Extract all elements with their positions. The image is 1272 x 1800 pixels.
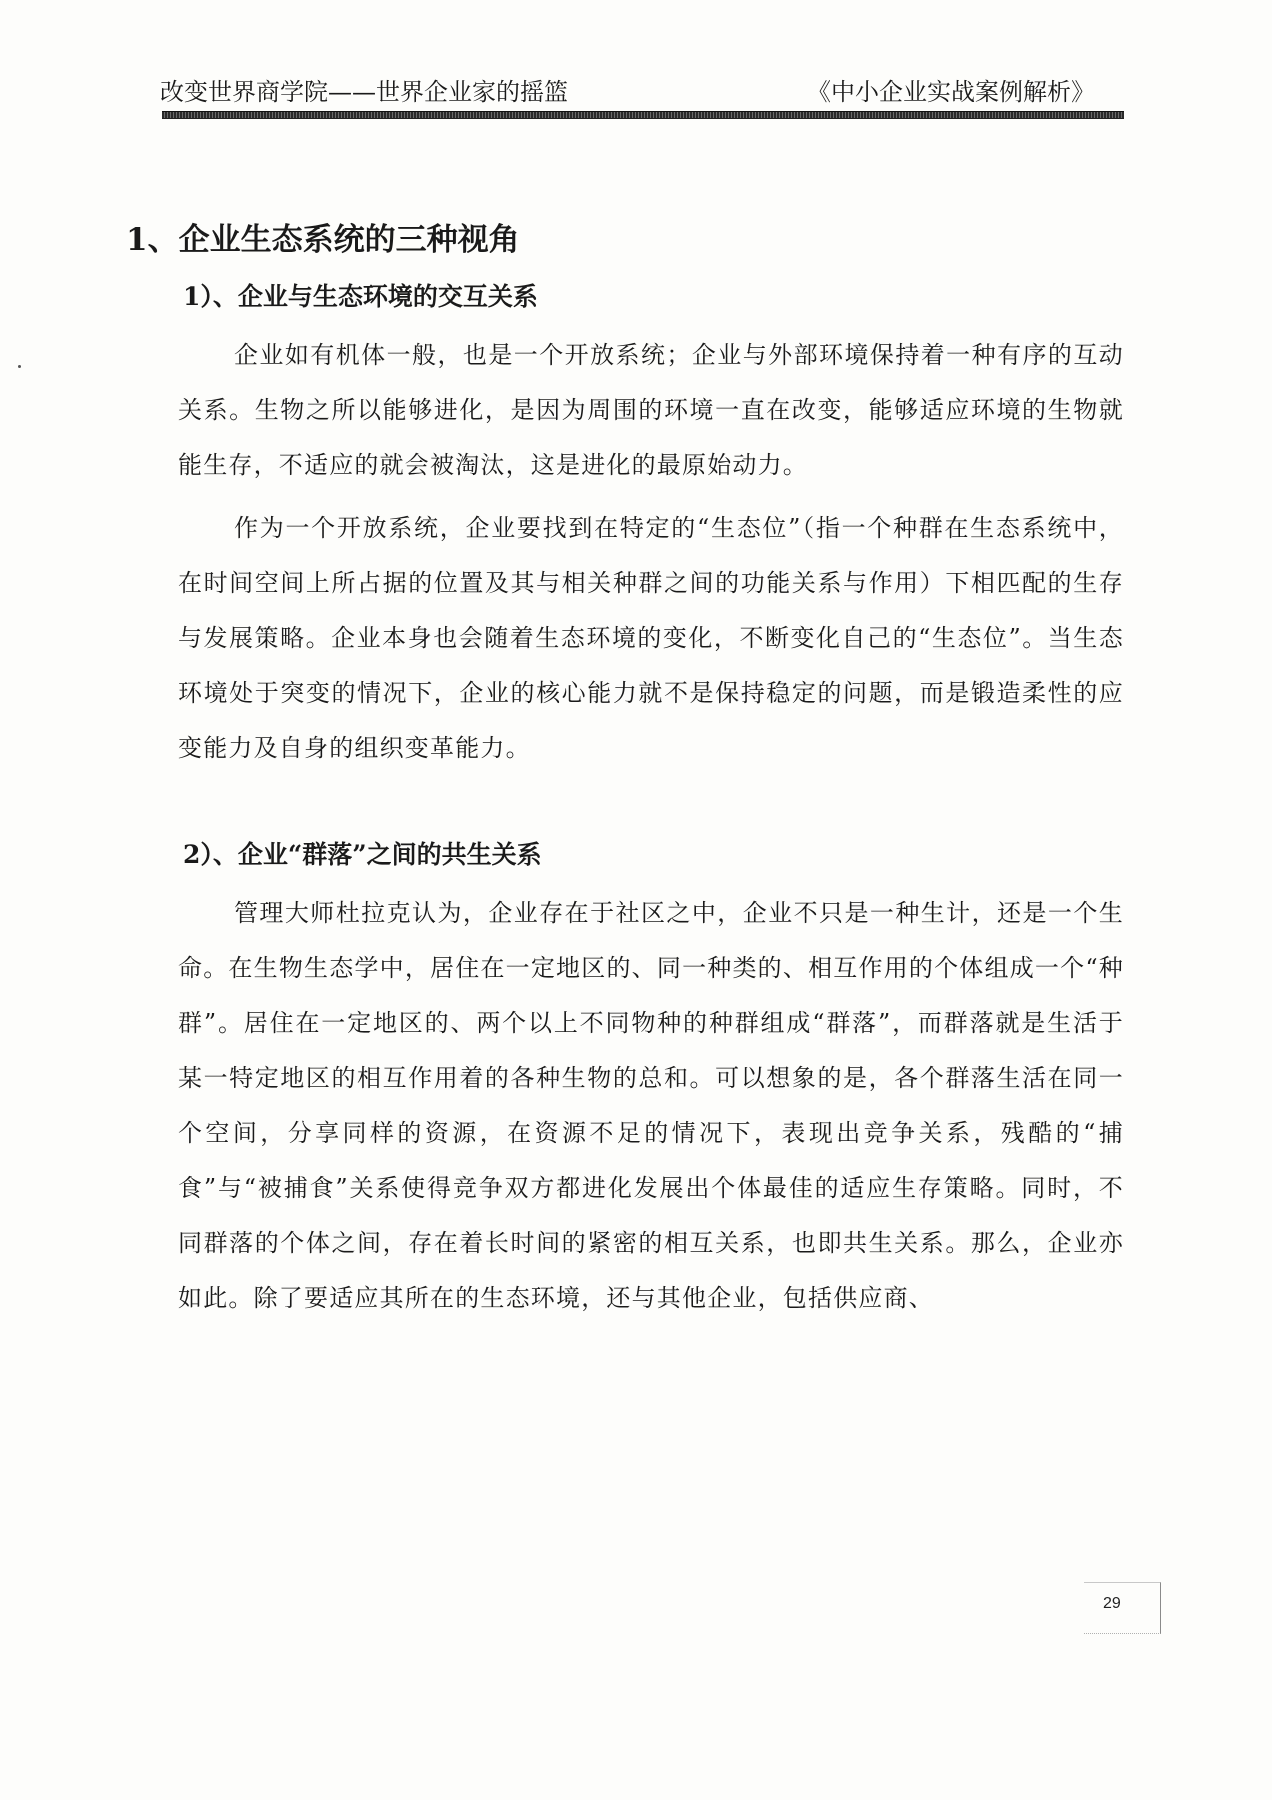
running-header xyxy=(160,72,1125,106)
page-number-box xyxy=(1084,1582,1161,1634)
subsection-heading-2: 2）、企业“群落”之间的共生关系 xyxy=(183,840,542,869)
paragraph: 作为一个开放系统，企业要找到在特定的“生态位”（指一个种群在生态系统中，在时间空间上所占据的位置及其与相关种群之间的功能关系与作用）下相匹配的生存与发展策略。企业本身也会随着生态环境的变化，不断变化自己的“生态位”。当生态环境处于突变的情况下，企业的核心能力就不是保持稳定的问题，而是锻造柔性的应变能力及自身的组织变革能力。 xyxy=(178,514,1124,762)
header-left-title: 改变世界商学院——世界企业家的摇篮 xyxy=(160,78,568,106)
scan-speck xyxy=(18,365,21,368)
page-content xyxy=(126,220,1126,1326)
page-number: 29 xyxy=(1103,1595,1121,1612)
header-rule xyxy=(162,111,1124,119)
section-heading: 1、企业生态系统的三种视角 xyxy=(126,222,520,258)
subsection-heading-1: 1）、企业与生态环境的交互关系 xyxy=(183,282,538,311)
paragraph: 管理大师杜拉克认为，企业存在于社区之中，企业不只是一种生计，还是一个生命。在生物生态学中，居住在一定地区的、同一种类的、相互作用的个体组成一个“种群”。居住在一定地区的、两个以上不同物种的种群组成“群落”，而群落就是生活于某一特定地区的相互作用着的各种生物的总和。可以想象的是，各个群落生活在同一个空间，分享同样的资源，在资源不足的情况下，表现出竞争关系，残酷的“捕食”与“被捕食”关系使得竞争双方都进化发展出个体最佳的适应生存策略。同时，不同群落的个体之间，存在着长时间的紧密的相互关系，也即共生关系。那么，企业亦如此。除了要适应其所在的生态环境，还与其他企业，包括供应商、 xyxy=(178,899,1124,1312)
paragraph: 企业如有机体一般，也是一个开放系统；企业与外部环境保持着一种有序的互动关系。生物之所以能够进化，是因为周围的环境一直在改变，能够适应环境的生物就能生存，不适应的就会被淘汰，这是进化的最原始动力。 xyxy=(178,341,1124,479)
header-right-title: 《中小企业实战案例解析》 xyxy=(807,78,1095,106)
